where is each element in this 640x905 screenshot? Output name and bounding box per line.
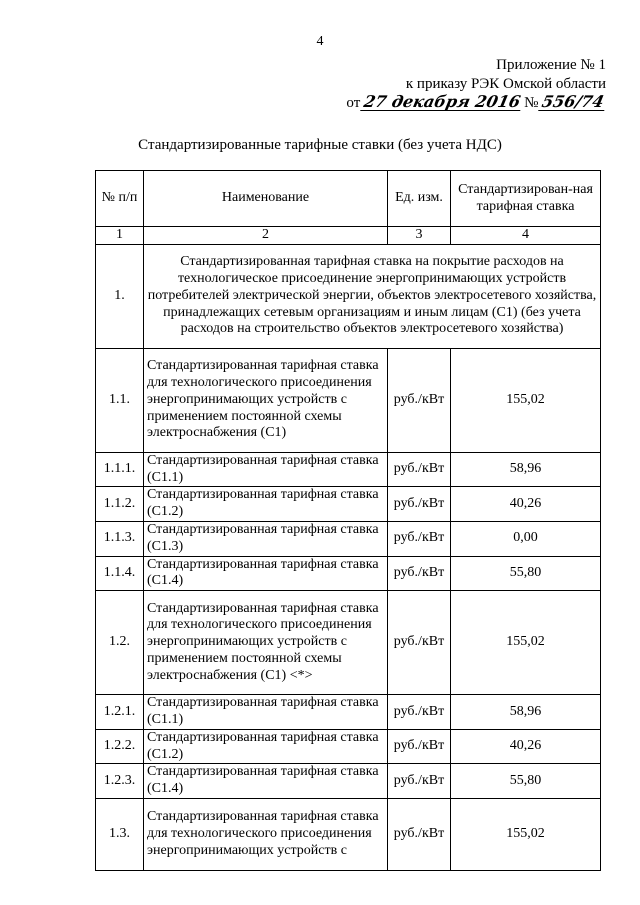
col-number: 3 [388,227,451,245]
row-number: 1.2.3. [96,764,144,799]
row-value: 55,80 [451,556,601,591]
table-header-row [96,171,601,227]
header-unit: Ед. изм. [388,171,451,227]
row-number: 1.1.1. [96,452,144,487]
row-name: Стандартизированная тарифная ставка (С1.4) [144,556,388,591]
header-name: Наименование [144,171,388,227]
table-row [96,521,601,556]
row-unit: руб./кВт [388,348,451,452]
handwritten-date: 27 декабря 2016 [362,92,523,111]
table-row [96,764,601,799]
table-row [96,798,601,870]
table-row [96,591,601,695]
row-name: Стандартизированная тарифная ставка для технологического присоединения энергопринимающих устройств с применением постоянной схемы электроснабжения (С1) <*> [144,591,388,695]
row-unit: руб./кВт [388,556,451,591]
column-number-row [96,227,601,245]
row-number: 1.1. [96,348,144,452]
row-value: 155,02 [451,798,601,870]
row-name: Стандартизированная тарифная ставка (С1.2) [144,729,388,764]
row-number: 1.1.3. [96,521,144,556]
row-unit: руб./кВт [388,521,451,556]
page-number: 4 [316,34,324,49]
table-row [96,556,601,591]
col-number: 2 [144,227,388,245]
date-prefix: от [346,95,361,111]
row-name: Стандартизированная тарифная ставка (С1.4) [144,764,388,799]
row-number: 1. [96,244,144,348]
row-name: Стандартизированная тарифная ставка для технологического присоединения энергопринимающих устройств с [144,798,388,870]
row-unit: руб./кВт [388,729,451,764]
row-unit: руб./кВт [388,764,451,799]
row-number: 1.2. [96,591,144,695]
row-name: Стандартизированная тарифная ставка (С1.3) [144,521,388,556]
row-name: Стандартизированная тарифная ставка (С1.1) [144,695,388,730]
appendix-title: Приложение № 1 [496,57,606,73]
col-number: 1 [96,227,144,245]
row-value: 58,96 [451,695,601,730]
header-rate: Стандартизирован-ная тарифная ставка [451,171,601,227]
row-value: 0,00 [451,521,601,556]
row-name: Стандартизированная тарифная ставка для технологического присоединения энергопринимающих устройств с применением постоянной схемы электроснабжения (С1) [144,348,388,452]
group-description: Стандартизированная тарифная ставка на покрытие расходов на технологическое присоединение энергопринимающих устройств потребителей электрической энергии, объектов электросетевого хозяйства, принадлежащих сетевым организациям и иным лицам (С1) (без учета расходов на строительство объектов электросетевого хозяйства) [144,244,601,348]
row-value: 155,02 [451,591,601,695]
header-number: № п/п [96,171,144,227]
row-unit: руб./кВт [388,591,451,695]
table-row [96,729,601,764]
row-number: 1.1.4. [96,556,144,591]
document-title: Стандартизированные тарифные ставки (без учета НДС) [138,137,502,153]
table-row [96,452,601,487]
handwritten-number: 556/74 [540,92,607,111]
row-number: 1.2.1. [96,695,144,730]
row-unit: руб./кВт [388,487,451,522]
table-row [96,348,601,452]
row-number: 1.1.2. [96,487,144,522]
row-number: 1.2.2. [96,729,144,764]
appendix-header [276,56,606,113]
row-name: Стандартизированная тарифная ставка (С1.1) [144,452,388,487]
number-prefix: № [524,95,539,111]
row-value: 40,26 [451,729,601,764]
table-row [96,487,601,522]
row-value: 58,96 [451,452,601,487]
row-unit: руб./кВт [388,798,451,870]
row-unit: руб./кВт [388,695,451,730]
row-value: 155,02 [451,348,601,452]
tariff-table [95,170,601,871]
row-name: Стандартизированная тарифная ставка (С1.2) [144,487,388,522]
appendix-order-ref: к приказу РЭК Омской области [405,76,606,92]
table-row [96,695,601,730]
table-group-row [96,244,601,348]
col-number: 4 [451,227,601,245]
row-value: 40,26 [451,487,601,522]
order-date-number [276,94,606,113]
row-unit: руб./кВт [388,452,451,487]
row-number: 1.3. [96,798,144,870]
row-value: 55,80 [451,764,601,799]
